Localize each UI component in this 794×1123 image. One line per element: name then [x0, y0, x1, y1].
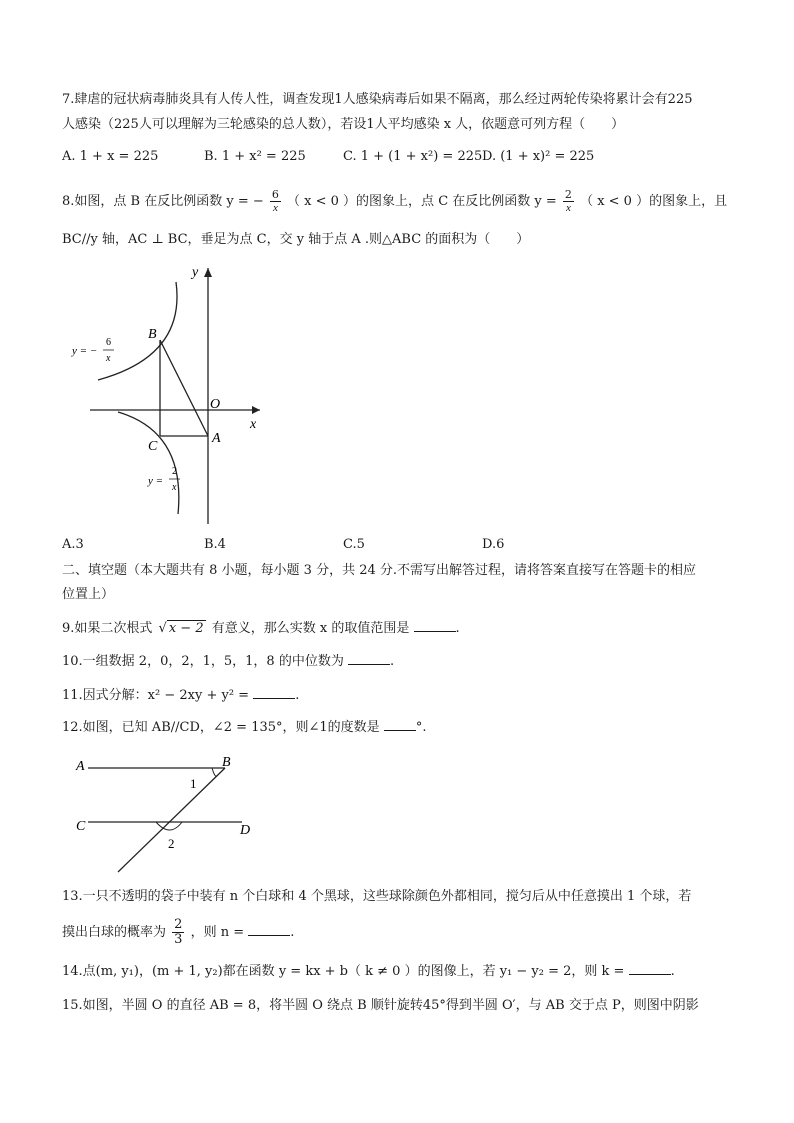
q8-frac2-denominator: x: [565, 202, 571, 214]
q13-line2: [62, 918, 294, 947]
q7-option-c: C. 1 + (1 + x²) = 225: [343, 149, 483, 164]
q8-fraction-2: [563, 189, 574, 214]
q8-line2: BC//y 轴，AC ⊥ BC，垂足为点 C，交 y 轴于点 A .则△ABC 的面积为（ ）: [62, 232, 530, 247]
q12-label-angle2: 2: [168, 836, 175, 851]
q8-curve1-num: 6: [106, 337, 111, 348]
q9-end: .: [455, 621, 460, 636]
q9-answer-blank: [414, 619, 456, 632]
q15: 15.如图，半圆 O 的直径 AB = 8，将半圆 O 绕点 B 顺针旋转45°得到半圆 O′，与 AB 交于点 P，则图中阴影: [62, 998, 699, 1013]
q9: [62, 619, 460, 639]
q14-text: 14.点(m, y₁)，(m + 1, y₂)都在函数 y = kx + b（ k ≠ 0 ）的图像上，若 y₁ − y₂ = 2，则 k =: [62, 964, 625, 979]
q8-option-c: C.5: [343, 537, 365, 552]
q9-radicand: x − 2: [168, 621, 204, 636]
q12-label-b: B: [222, 755, 231, 770]
q7-line1: 7.肆虐的冠状病毒肺炎具有人传人性，调查发现1人感染病毒后如果不隔离，那么经过两轮传染将累计会有225: [62, 92, 693, 107]
q12-label-c: C: [76, 819, 86, 834]
q11: [62, 686, 299, 706]
q13-end: .: [290, 925, 295, 940]
q12-figure: [70, 750, 270, 880]
q8-curve2-lhs: y =: [148, 475, 164, 487]
q13-fraction: [172, 918, 184, 947]
q12-text: 12.如图，已知 AB//CD，∠2 = 135°，则∠1的度数是: [62, 720, 380, 735]
q8-line1-b: （ x < 0 ）的图象上，点 C 在反比例函数 y =: [287, 194, 557, 209]
q10-text: 10.一组数据 2，0，2，1，5，1，8 的中位数为: [62, 654, 344, 669]
q8-frac2-numerator: 2: [564, 188, 572, 201]
q8-label-y: y: [192, 265, 199, 280]
q12-transversal: [118, 768, 225, 872]
q10-answer-blank: [348, 652, 390, 665]
q11-text: 11.因式分解：x² − 2xy + y² =: [62, 688, 250, 703]
q8-label-c: C: [148, 439, 158, 454]
q8-curve2-num: 2: [172, 466, 177, 477]
q14-end: .: [670, 964, 675, 979]
q7-option-b: B. 1 + x² = 225: [204, 149, 306, 164]
q7-option-d: D. (1 + x)² = 225: [482, 149, 595, 164]
q12-label-angle1: 1: [190, 776, 197, 791]
q12-angle1-arc: [212, 768, 217, 776]
q8-option-a: A.3: [62, 537, 84, 552]
q7-line2: 人感染（225人可以理解为三轮感染的总人数），若设1人平均感染 x 人，依题意可列方程（ ）: [62, 117, 625, 132]
q8-y-arrow-icon: [204, 268, 212, 277]
q8-label-b: B: [148, 327, 157, 342]
q8-curve2-den: x: [172, 482, 177, 493]
q9-prefix: 9.如果二次根式: [62, 621, 153, 636]
q12-label-a: A: [76, 759, 85, 774]
sqrt-icon: √: [158, 621, 167, 636]
q8-curve-lower: [118, 412, 179, 514]
q12-end: °.: [415, 720, 427, 735]
q11-answer-blank: [253, 686, 295, 699]
section2-line2: 位置上）: [62, 587, 115, 602]
q8-line1: [62, 189, 727, 214]
section2-line1: 二、填空题（本大题共有 8 小题，每小题 3 分，共 24 分.不需写出解答过程，请将答案直接写在答题卡的相应: [62, 563, 697, 578]
q10-end: .: [389, 654, 395, 669]
q13-answer-blank: [248, 923, 290, 936]
q8-curve1-den: x: [106, 353, 111, 364]
q13-line1: 13.一只不透明的袋子中装有 n 个白球和 4 个黑球，这些球除颜色外都相同，搅匀后从中任意摸出 1 个球，若: [62, 889, 692, 904]
q8-label-a: A: [212, 431, 221, 446]
q8-label-x: x: [250, 417, 257, 432]
q8-option-b: B.4: [204, 537, 226, 552]
q8-segment-ba: [160, 340, 208, 436]
q8-fraction-1: [270, 189, 281, 214]
q9-radical: [159, 619, 206, 639]
q11-end: .: [295, 688, 300, 703]
q8-line1-c: （ x < 0 ）的图象上，且: [580, 194, 728, 209]
q8-label-o: O: [210, 397, 221, 412]
q10: [62, 652, 394, 672]
q12-label-d: D: [240, 823, 251, 838]
q13-line2-b: ，则 n =: [190, 925, 245, 940]
q14-answer-blank: [629, 962, 671, 975]
q8-frac1-denominator: x: [272, 202, 278, 214]
q9-suffix: 有意义，那么实数 x 的取值范围是: [211, 621, 410, 636]
q12-answer-blank: [384, 718, 416, 731]
q13-frac-denominator: 3: [174, 932, 183, 947]
q8-option-d: D.6: [482, 537, 505, 552]
q8-curve-upper: [98, 282, 177, 380]
q13-frac-numerator: 2: [174, 917, 183, 932]
q12: [62, 718, 426, 738]
q8-curve1-lhs: y = −: [72, 345, 98, 357]
q8-line1-a: 8.如图，点 B 在反比例函数 y = −: [62, 194, 264, 209]
q7-option-a: A. 1 + x = 225: [62, 149, 159, 164]
q8-frac1-numerator: 6: [271, 188, 279, 201]
q13-line2-a: 摸出白球的概率为: [62, 925, 167, 940]
q14: [62, 962, 675, 982]
q8-x-arrow-icon: [252, 406, 260, 414]
q8-figure: [68, 262, 268, 530]
